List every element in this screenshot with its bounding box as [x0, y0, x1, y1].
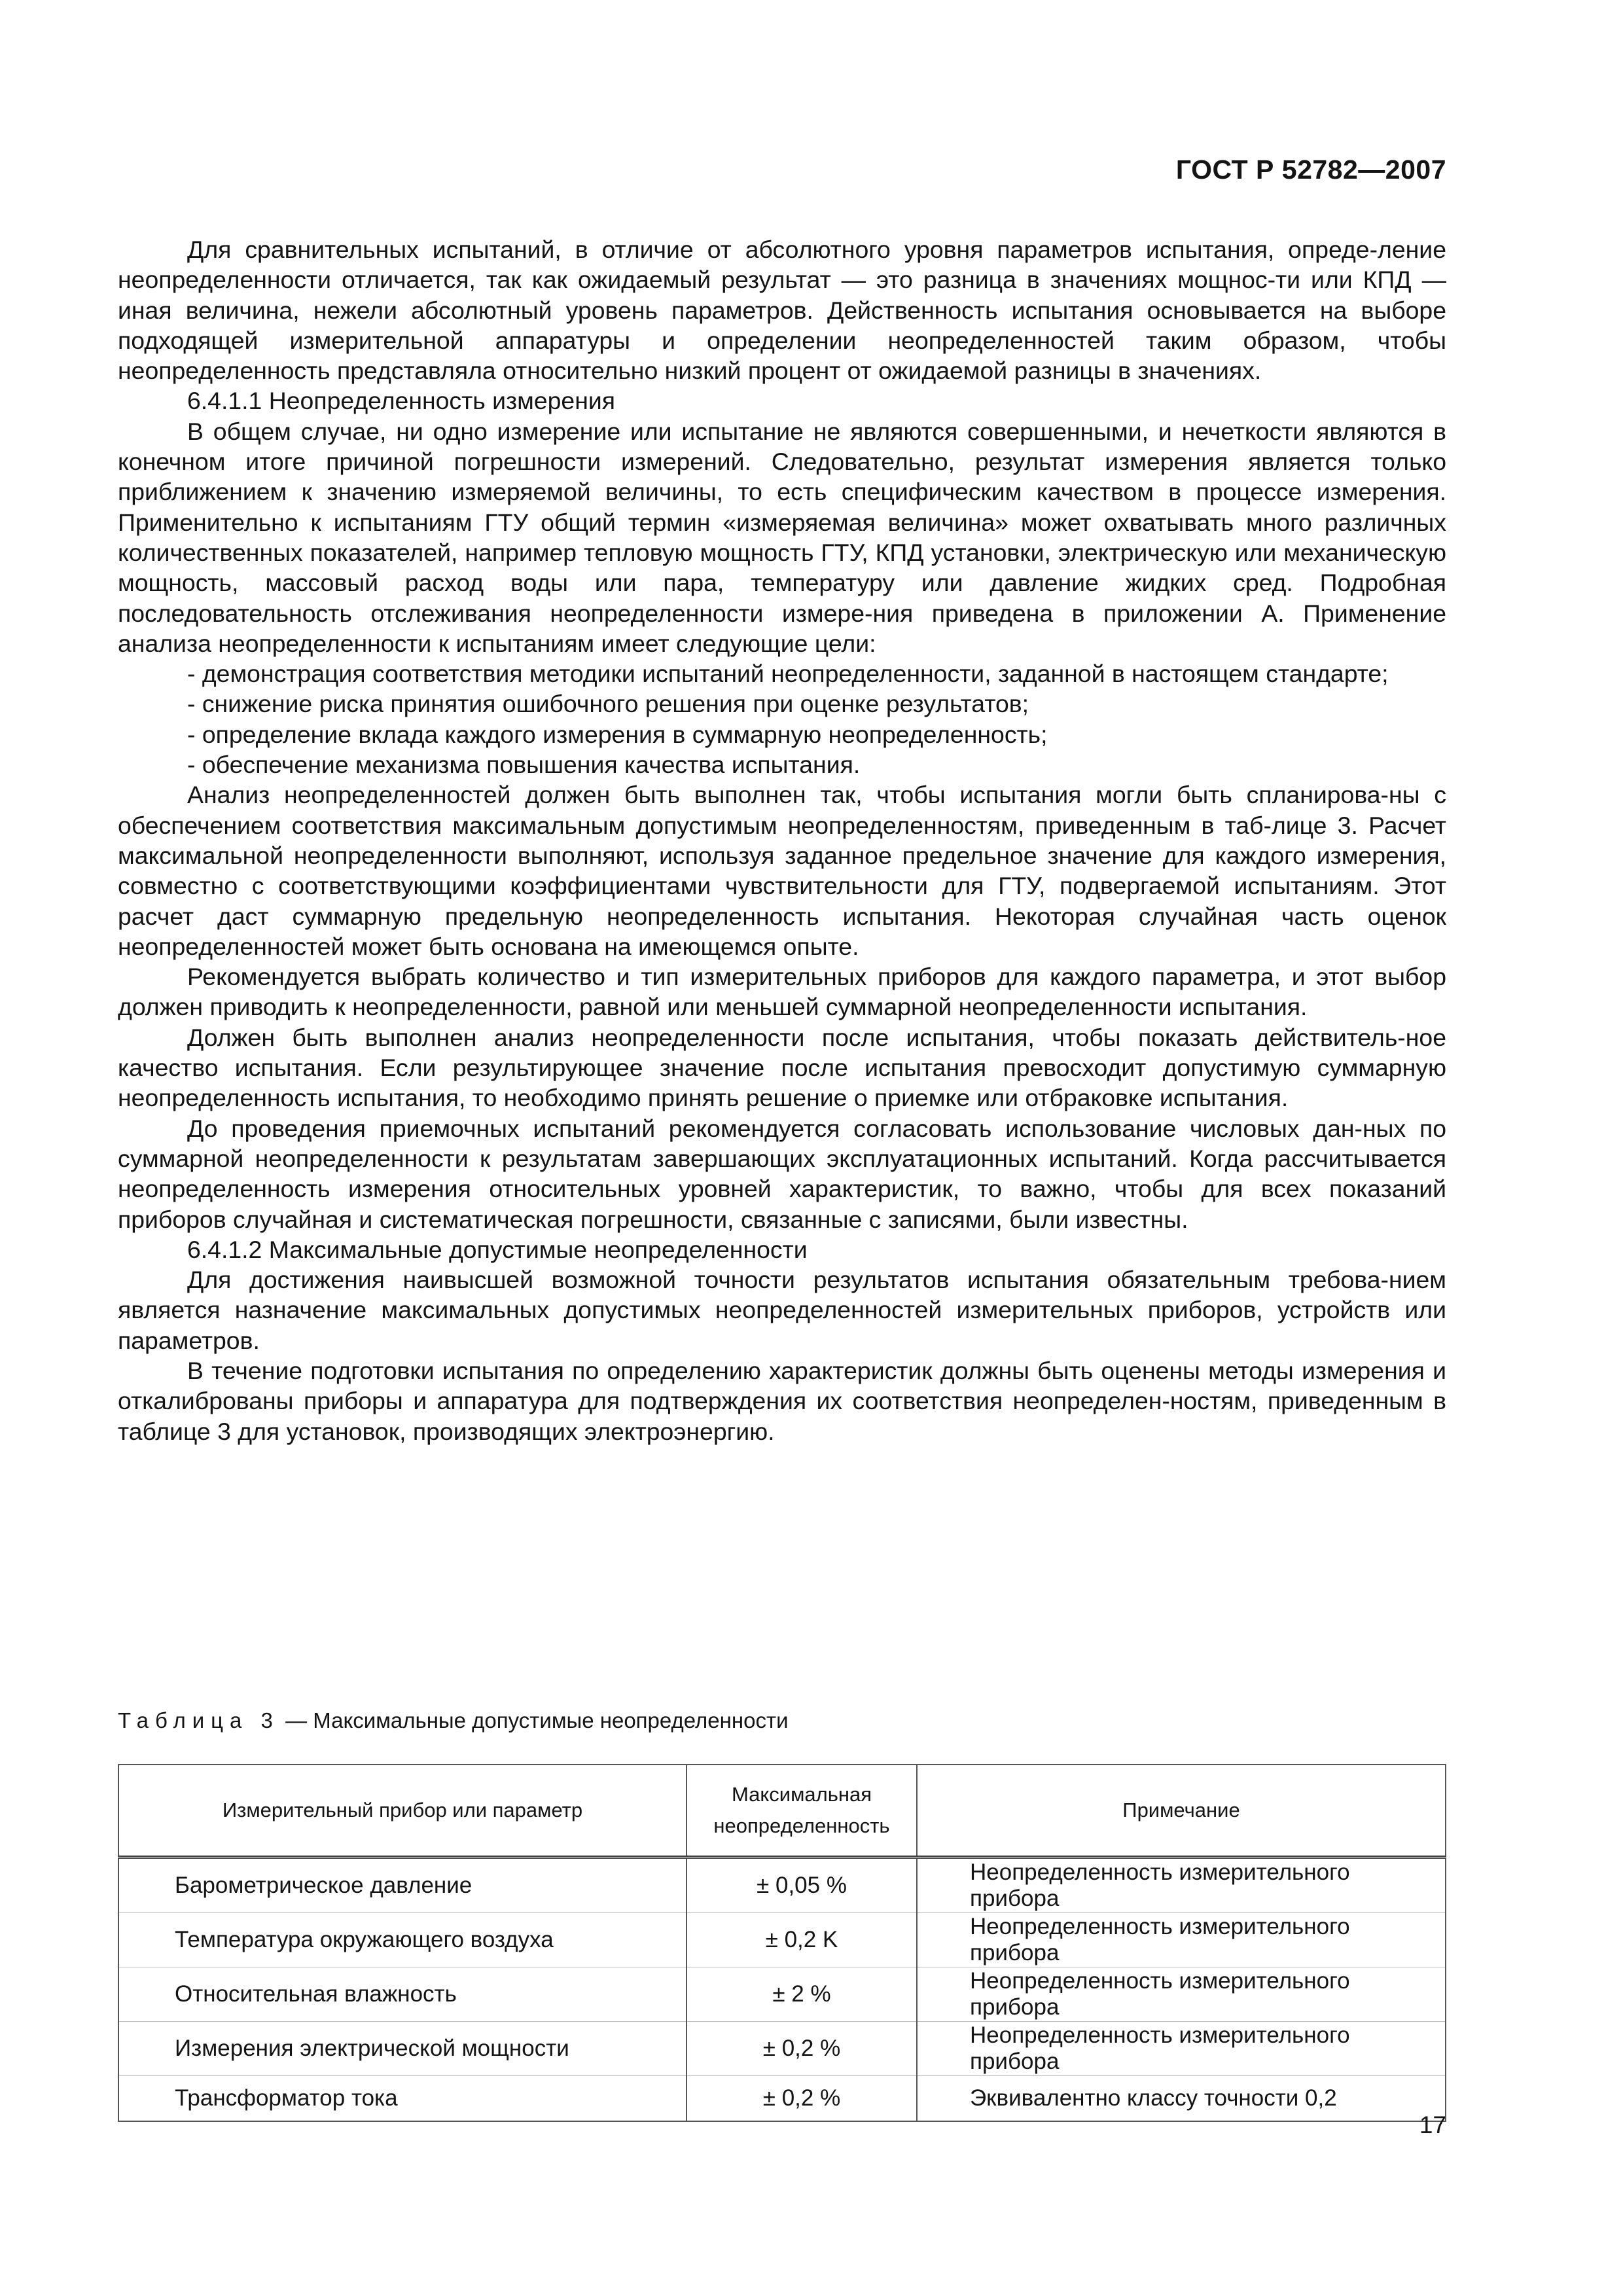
table-caption-label: Таблица 3 [118, 1708, 279, 1732]
table-caption [118, 1706, 1446, 1736]
paragraph: В течение подготовки испытания по определению характеристик должны быть оценены методы измерения и откалиброваны приборы и аппаратура для подтверждения их соответствия неопределен-ностям, приведенным в таблице 3 для установок, производящих электроэнергию. [118, 1356, 1446, 1445]
cell-note: Эквивалентно классу точности 0,2 [917, 2076, 1446, 2122]
cell-max-uncertainty: ± 0,05 % [687, 1857, 917, 1913]
table-header-row [118, 1765, 1446, 1857]
paragraph: Для сравнительных испытаний, в отличие от абсолютного уровня параметров испытания, опреде-ление неопределенности отличается, так как ожидаемый результат — это разница в значениях мощнос-ти или КПД — иная величина, нежели абсолютный уровень параметров. Действенность испытания основывается на выборе подходящей измерительной аппаратуры и определении неопределенностей таким образом, чтобы неопределенность представляла относительно низкий процент от ожидаемой разницы в значениях. [118, 236, 1446, 385]
cell-note: Неопределенность измерительного прибора [917, 2022, 1446, 2076]
cell-max-uncertainty: ± 0,2 % [687, 2022, 917, 2076]
section-heading: 6.4.1.2 Максимальные допустимые неопределенности [187, 1235, 808, 1263]
list-item: - снижение риска принятия ошибочного решения при оценке результатов; [187, 690, 1029, 718]
list-item: - определение вклада каждого измерения в суммарную неопределенность; [187, 720, 1048, 748]
table-row [118, 2022, 1446, 2076]
section-heading: 6.4.1.1 Неопределенность измерения [187, 387, 616, 415]
table-row [118, 1857, 1446, 1913]
table-row [118, 1967, 1446, 2022]
paragraph: До проведения приемочных испытаний рекомендуется согласовать использование числовых дан-ных по суммарной неопределенности к результатам завершающих эксплуатационных испытаний. Когда рассчитывается неопределенность измерения относительных уровней характеристик, то важно, чтобы для всех показаний приборов случайная и систематическая погрешности, связанные с записями, были известны. [118, 1114, 1446, 1233]
table-row [118, 2076, 1446, 2122]
cell-instrument: Температура окружающего воздуха [118, 1913, 687, 1967]
cell-instrument: Относительная влажность [118, 1967, 687, 2022]
header-max-uncertainty: Максимальная неопределенность [687, 1765, 917, 1857]
cell-note: Неопределенность измерительного прибора [917, 1913, 1446, 1967]
paragraph: Должен быть выполнен анализ неопределенности после испытания, чтобы показать действитель-ное качество испытания. Если результирующее значение после испытания превосходит допустимую суммарную неопределенность испытания, то необходимо принять решение о приемке или отбраковке испытания. [118, 1023, 1446, 1112]
cell-instrument: Барометрическое давление [118, 1857, 687, 1913]
paragraph: Рекомендуется выбрать количество и тип измерительных приборов для каждого параметра, и этот выбор должен приводить к неопределенности, равной или меньшей суммарной неопределенности испытания. [118, 963, 1446, 1021]
body-text [118, 234, 1446, 1446]
cell-instrument: Трансформатор тока [118, 2076, 687, 2122]
cell-max-uncertainty: ± 0,2 % [687, 2076, 917, 2122]
list-item: - обеспечение механизма повышения качества испытания. [187, 751, 861, 779]
cell-note: Неопределенность измерительного прибора [917, 1857, 1446, 1913]
header-instrument: Измерительный прибор или параметр [118, 1765, 687, 1857]
uncertainty-table [118, 1764, 1446, 2122]
table-row [118, 1913, 1446, 1967]
cell-instrument: Измерения электрической мощности [118, 2022, 687, 2076]
page-number: 17 [1419, 2111, 1446, 2138]
header-note: Примечание [917, 1765, 1446, 1857]
document-id: ГОСТ Р 52782—2007 [1175, 154, 1446, 185]
paragraph: Для достижения наивысшей возможной точности результатов испытания обязательным требова-нием является назначение максимальных допустимых неопределенностей измерительных приборов, устройств или параметров. [118, 1266, 1446, 1354]
paragraph: В общем случае, ни одно измерение или испытание не являются совершенными, и нечеткости являются в конечном итоге причиной погрешности измерений. Следовательно, результат измерения является только приближением к значению измеряемой величины, то есть специфическим качеством в процессе измерения. Применительно к испытаниям ГТУ общий термин «измеряемая величина» может охватывать много различных количественных показателей, например тепловую мощность ГТУ, КПД установки, электрическую или механическую мощность, массовый расход воды или пара, температуру или давление жидких сред. Подробная последовательность отслеживания неопределенности измере-ния приведена в приложении А. Применение анализа неопределенности к испытаниям имеет следующие цели: [118, 417, 1446, 657]
cell-note: Неопределенность измерительного прибора [917, 1967, 1446, 2022]
table-caption-text: — Максимальные допустимые неопределенности [279, 1708, 789, 1732]
paragraph: Анализ неопределенностей должен быть выполнен так, чтобы испытания могли быть спланирова-ны с обеспечением соответствия максимальным допустимым неопределенностям, приведенным в таб-лице 3. Расчет максимальной неопределенности выполняют, используя заданное предельное значение для каждого измерения, совместно с соответствующими коэффициентами чувствительности для ГТУ, подвергаемой испытаниям. Этот расчет даст суммарную предельную неопределенность испытания. Некоторая случайная часть оценок неопределенностей может быть основана на имеющемся опыте. [118, 781, 1446, 960]
cell-max-uncertainty: ± 2 % [687, 1967, 917, 2022]
cell-max-uncertainty: ± 0,2 K [687, 1913, 917, 1967]
list-item: - демонстрация соответствия методики испытаний неопределенности, заданной в настоящем стандарте; [187, 660, 1389, 688]
